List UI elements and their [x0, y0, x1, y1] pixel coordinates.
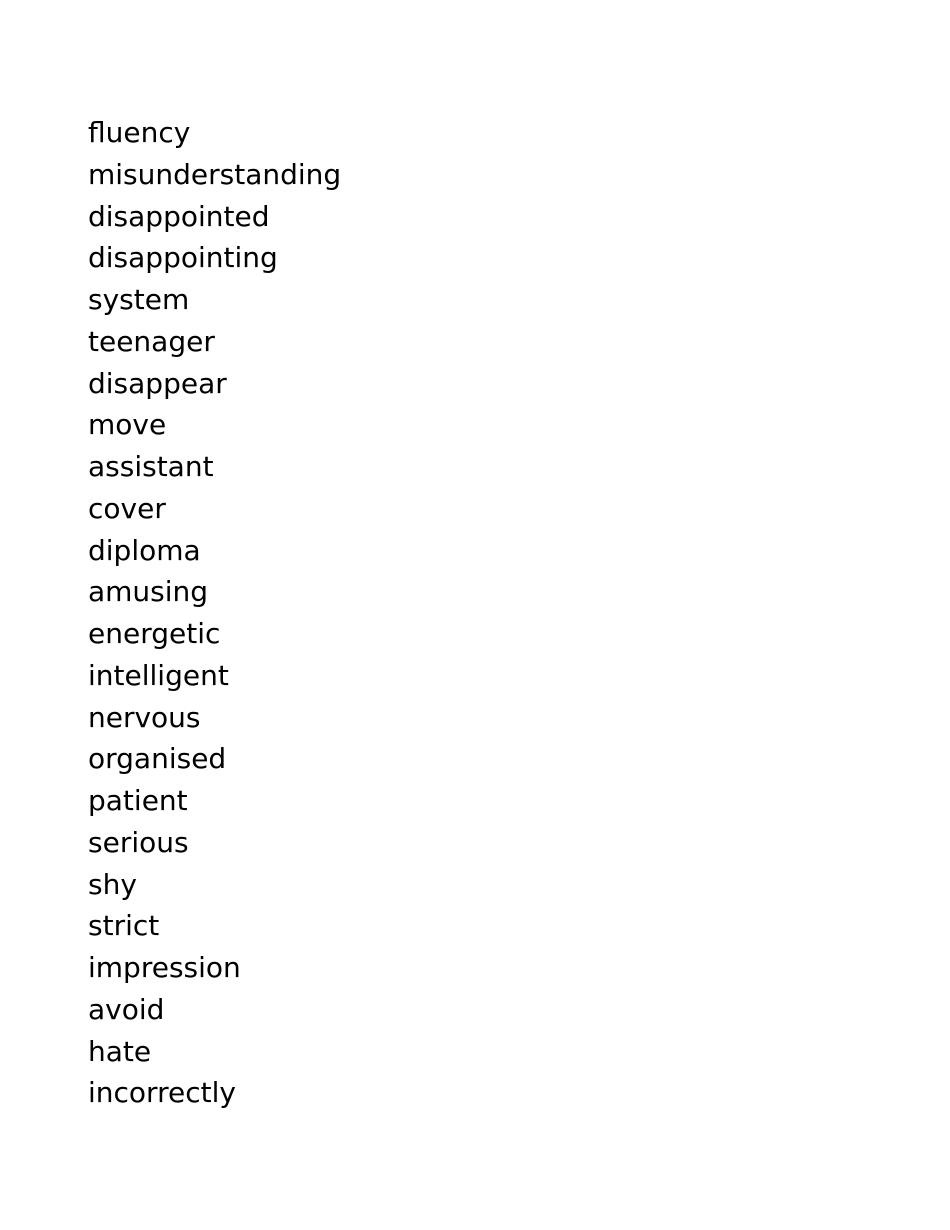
vocabulary-word-list — [88, 112, 341, 1114]
word-item: incorrectly — [88, 1076, 236, 1110]
word-item: energetic — [88, 617, 221, 650]
word-item: assistant — [88, 450, 214, 483]
word-item: nervous — [88, 700, 201, 734]
word-item: cover — [88, 491, 166, 525]
word-item: misunderstanding — [88, 157, 342, 191]
word-item: organised — [88, 742, 227, 776]
word-item: system — [88, 283, 190, 316]
word-item: serious — [88, 825, 189, 859]
word-item: amusing — [88, 575, 209, 609]
word-item: hate — [88, 1034, 152, 1068]
word-item: patient — [88, 784, 188, 817]
word-item: disappointed — [88, 199, 270, 233]
word-item: teenager — [88, 324, 215, 358]
word-item: disappointing — [88, 241, 278, 275]
word-item: disappear — [88, 366, 227, 400]
word-item: move — [88, 408, 167, 442]
word-item: shy — [88, 867, 137, 901]
word-item: diploma — [88, 533, 201, 567]
word-item: fluency — [88, 116, 191, 149]
word-item: avoid — [88, 992, 165, 1026]
word-item: intelligent — [88, 658, 229, 692]
word-item: strict — [88, 909, 160, 943]
word-item: impression — [88, 951, 241, 984]
